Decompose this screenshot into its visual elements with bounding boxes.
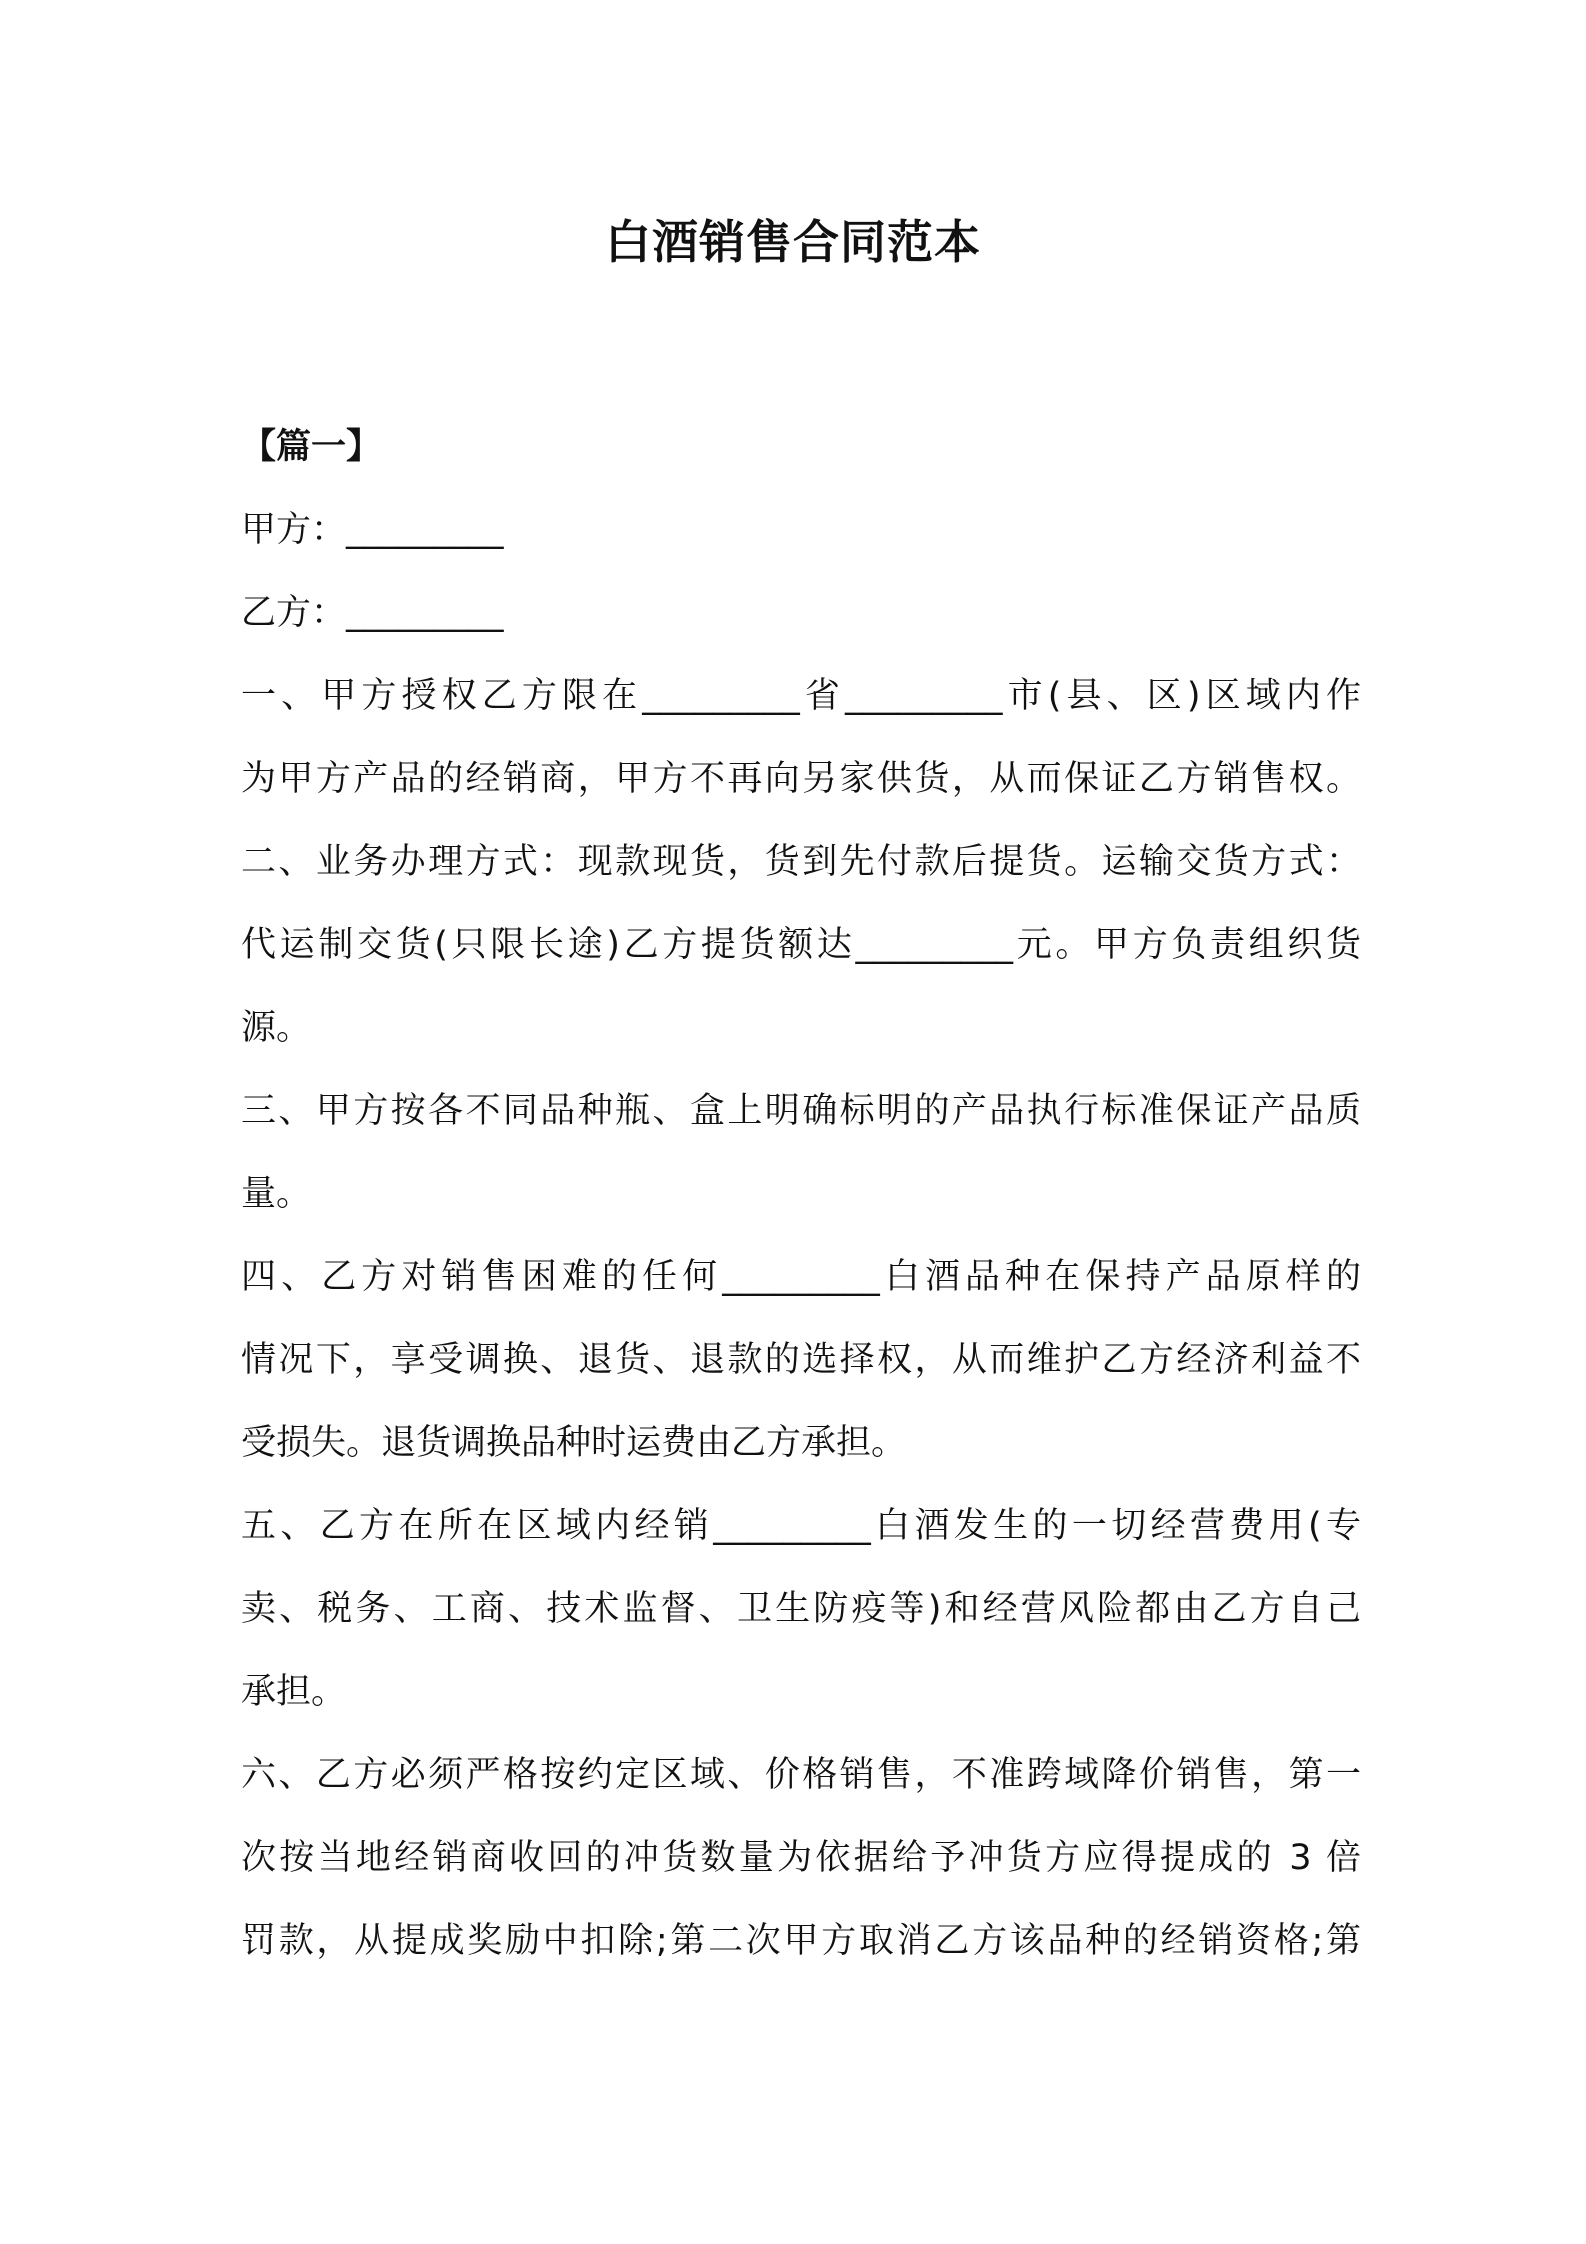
clause-5-line-1: 五、乙方在所在区域内经销_________白酒发生的一切经营费用(专: [241, 1506, 1361, 1546]
clause-3-line-1: 三、甲方按各不同品种瓶、盒上明确标明的产品执行标准保证产品质: [241, 1091, 1361, 1131]
clause-5-line-2: 卖、税务、工商、技术监督、卫生防疫等)和经营风险都由乙方自己: [241, 1589, 1361, 1629]
clause-6-line-3: 罚款，从提成奖励中扣除;第二次甲方取消乙方该品种的经销资格;第: [241, 1921, 1361, 1961]
section-heading: 【篇一】: [241, 427, 382, 467]
clause-4-line-3: 受损失。退货调换品种时运费由乙方承担。: [241, 1423, 907, 1463]
clause-1-line-2: 为甲方产品的经销商，甲方不再向另家供货，从而保证乙方销售权。: [241, 759, 1361, 799]
clause-4-line-1: 四、乙方对销售困难的任何_________白酒品种在保持产品原样的: [241, 1257, 1361, 1297]
clause-2-line-1: 二、业务办理方式：现款现货，货到先付款后提货。运输交货方式：: [241, 842, 1361, 882]
clause-2-line-3: 源。: [241, 1008, 312, 1048]
clause-5-line-3: 承担。: [241, 1672, 347, 1712]
clause-2-line-2: 代运制交货(只限长途)乙方提货额达_________元。甲方负责组织货: [241, 925, 1361, 965]
document-body: [241, 406, 1361, 1983]
clause-6-line-1: 六、乙方必须严格按约定区域、价格销售，不准跨域降价销售，第一: [241, 1755, 1361, 1795]
clause-4-line-2: 情况下，享受调换、退货、退款的选择权，从而维护乙方经济利益不: [241, 1340, 1361, 1380]
clause-1-line-1: 一、甲方授权乙方限在_________省_________市(县、区)区域内作: [241, 676, 1361, 716]
document-title: 白酒销售合同范本: [605, 215, 981, 269]
party-b-line: 乙方：_________: [241, 593, 504, 633]
clause-3-line-2: 量。: [241, 1174, 312, 1214]
clause-6-line-2: 次按当地经销商收回的冲货数量为依据给予冲货方应得提成的 3 倍: [241, 1838, 1361, 1878]
party-a-line: 甲方：_________: [241, 510, 504, 550]
